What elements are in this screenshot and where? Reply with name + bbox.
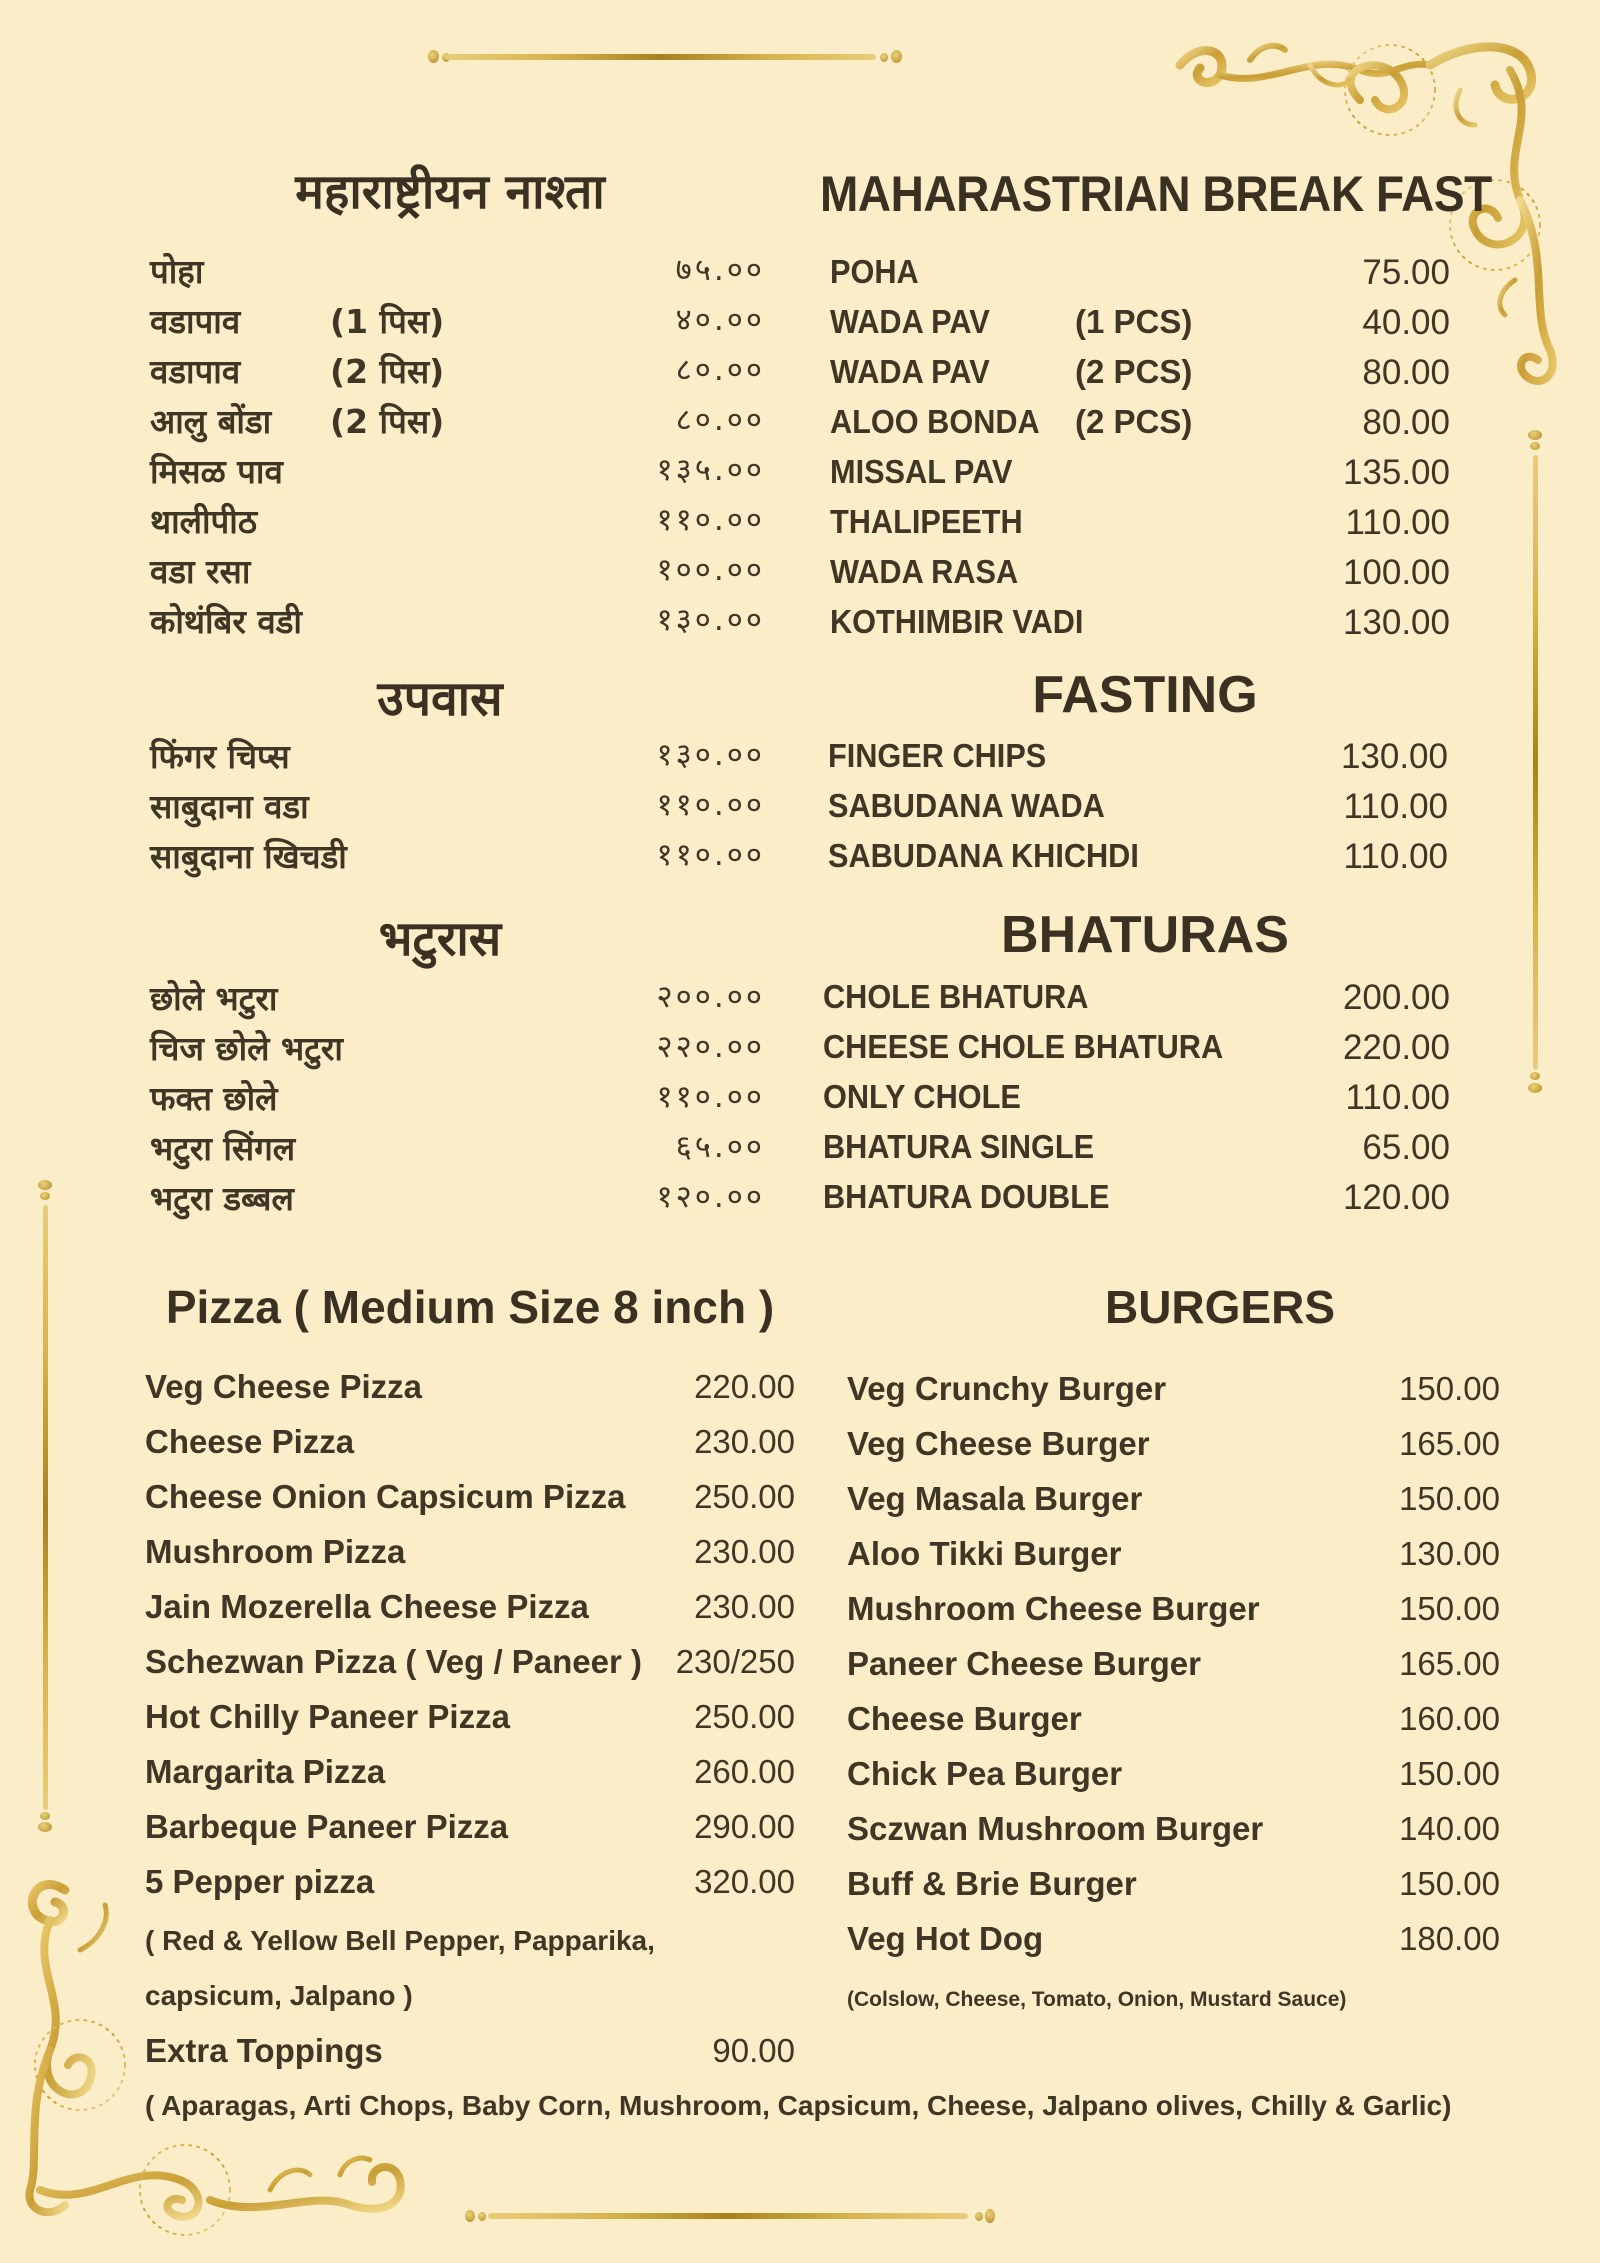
item-qty: (1 PCS) — [1075, 303, 1193, 340]
item-name: Chick Pea Burger — [847, 1755, 1123, 1792]
menu-item — [823, 1028, 1450, 1068]
item-price: १२०.०० — [656, 1179, 765, 1215]
menu-item — [847, 1425, 1500, 1465]
item-price: 230.00 — [694, 1423, 795, 1460]
item-name: पोहा — [150, 252, 204, 291]
item-price: 250.00 — [694, 1478, 795, 1515]
item-name: Veg Masala Burger — [847, 1480, 1143, 1517]
menu-item — [847, 1645, 1500, 1685]
item-name: BHATURA DOUBLE — [823, 1178, 1110, 1215]
menu-item — [145, 1808, 795, 1848]
item-price: 260.00 — [694, 1753, 795, 1790]
item-price: 110.00 — [1343, 837, 1448, 876]
divider-dot-icon — [38, 1180, 52, 1190]
divider-dot-icon — [1530, 442, 1540, 450]
item-name: आलु बोंडा — [150, 402, 272, 441]
item-name: ONLY CHOLE — [823, 1078, 1021, 1115]
item-price: 65.00 — [1362, 1128, 1450, 1167]
item-price: ११०.०० — [656, 787, 765, 823]
menu-item — [150, 733, 765, 776]
item-price: ८०.०० — [675, 352, 765, 388]
item-name: मिसळ पाव — [150, 452, 283, 491]
item-name: KOTHIMBIR VADI — [830, 603, 1084, 640]
item-qty: (2 PCS) — [1075, 403, 1193, 440]
item-name: Cheese Onion Capsicum Pizza — [145, 1478, 626, 1515]
item-price: २००.०० — [656, 979, 765, 1015]
item-qty: (2 पिस) — [330, 352, 445, 391]
item-price: 130.00 — [1340, 737, 1448, 776]
menu-item — [145, 1698, 795, 1738]
item-price: 130.00 — [1342, 603, 1450, 642]
item-name: Sczwan Mushroom Burger — [847, 1810, 1264, 1847]
item-qty: (1 पिस) — [330, 302, 445, 341]
menu-item — [830, 353, 1450, 393]
menu-item — [150, 833, 765, 876]
menu-item — [847, 1700, 1500, 1740]
divider-dot-icon — [465, 2210, 475, 2222]
divider-dot-icon — [428, 50, 439, 63]
menu-item — [145, 2032, 795, 2072]
menu-item — [150, 348, 765, 391]
menu-item — [830, 253, 1450, 293]
menu-item — [150, 448, 765, 491]
item-price: 220.00 — [694, 1368, 795, 1405]
item-name: कोथंबिर वडी — [150, 602, 302, 641]
divider-dot-icon — [880, 53, 888, 62]
menu-item — [847, 1755, 1500, 1795]
item-name: BHATURA SINGLE — [823, 1128, 1095, 1165]
menu-list — [150, 975, 765, 1225]
item-name: वडापाव — [150, 302, 241, 341]
menu-item — [823, 978, 1450, 1018]
menu-item — [145, 1478, 795, 1518]
item-name: Veg Cheese Pizza — [145, 1368, 422, 1405]
menu-list — [150, 248, 765, 648]
menu-list — [830, 253, 1450, 653]
item-price: 100.00 — [1342, 553, 1450, 592]
item-name: Jain Mozerella Cheese Pizza — [145, 1588, 589, 1625]
menu-item — [150, 248, 765, 291]
menu-item — [830, 603, 1450, 643]
item-price: ८०.०० — [675, 402, 765, 438]
divider-dot-icon — [38, 1822, 52, 1832]
menu-item — [150, 1075, 765, 1118]
item-name: Cheese Burger — [847, 1700, 1082, 1737]
menu-item — [145, 1863, 795, 1903]
item-name: छोले भटुरा — [150, 979, 278, 1018]
item-name: FINGER CHIPS — [828, 737, 1047, 774]
item-price: 150.00 — [1399, 1755, 1500, 1792]
item-name: Veg Cheese Burger — [847, 1425, 1150, 1462]
item-name: साबुदाना खिचडी — [150, 837, 347, 876]
item-name: थालीपीठ — [150, 502, 258, 541]
menu-item — [150, 1125, 765, 1168]
section-title: BURGERS — [1104, 1281, 1336, 1333]
divider-line — [1533, 455, 1538, 1070]
hotdog-note: (Colslow, Cheese, Tomato, Onion, Mustard Sauce) — [847, 1988, 1347, 2011]
menu-item — [145, 1533, 795, 1573]
menu-item — [150, 598, 765, 641]
menu-item — [145, 1368, 795, 1408]
item-name: Cheese Pizza — [145, 1423, 355, 1460]
item-price: 150.00 — [1399, 1590, 1500, 1627]
item-name: Mushroom Pizza — [145, 1533, 406, 1570]
extra-toppings-row — [145, 2032, 795, 2072]
menu-item — [150, 1025, 765, 1068]
divider-dot-icon — [478, 2212, 486, 2221]
item-price: 130.00 — [1399, 1535, 1500, 1572]
menu-item — [828, 737, 1448, 777]
divider-dot-icon — [891, 50, 902, 63]
section-title: उपवास — [377, 671, 503, 727]
item-name: WADA RASA — [830, 553, 1019, 590]
item-name: भटुरा डब्बल — [150, 1179, 294, 1218]
divider-line — [488, 2213, 968, 2219]
item-name: 5 Pepper pizza — [145, 1863, 375, 1900]
item-price: 180.00 — [1399, 1920, 1500, 1957]
item-price: 165.00 — [1399, 1645, 1500, 1682]
divider-dot-icon — [40, 1192, 50, 1200]
item-price: १००.०० — [656, 552, 765, 588]
item-name: POHA — [830, 253, 919, 290]
item-price: 150.00 — [1399, 1480, 1500, 1517]
menu-item — [150, 398, 765, 441]
menu-list — [847, 1370, 1500, 1990]
divider-line — [43, 1205, 48, 1810]
item-qty: (2 PCS) — [1075, 353, 1193, 390]
item-name: वडा रसा — [150, 552, 251, 591]
menu-item — [847, 1480, 1500, 1520]
item-price: 230/250 — [675, 1643, 795, 1680]
menu-item — [150, 783, 765, 826]
menu-item — [830, 303, 1450, 343]
item-name: Veg Hot Dog — [847, 1920, 1044, 1957]
menu-item — [847, 1370, 1500, 1410]
item-price: 230.00 — [694, 1588, 795, 1625]
item-price: ७५.०० — [675, 252, 765, 288]
item-name: Veg Crunchy Burger — [847, 1370, 1167, 1407]
menu-list — [150, 733, 765, 883]
menu-item — [823, 1178, 1450, 1218]
item-name: SABUDANA KHICHDI — [828, 837, 1139, 874]
item-price: 140.00 — [1399, 1810, 1500, 1847]
item-name: Buff & Brie Burger — [847, 1865, 1137, 1902]
section-title: महाराष्ट्रीयन नाश्ता — [295, 164, 605, 220]
menu-item — [828, 787, 1448, 827]
item-price: १३०.०० — [656, 737, 765, 773]
menu-item — [150, 975, 765, 1018]
menu-list — [145, 1368, 795, 1928]
item-price: 90.00 — [712, 2032, 795, 2069]
menu-item — [830, 453, 1450, 493]
divider-dot-icon — [40, 1812, 50, 1820]
menu-item — [847, 1590, 1500, 1630]
divider-dot-icon — [1528, 430, 1542, 440]
item-name: Hot Chilly Paneer Pizza — [145, 1698, 510, 1735]
menu-item — [145, 1423, 795, 1463]
item-name: Paneer Cheese Burger — [847, 1645, 1201, 1682]
menu-list — [823, 978, 1450, 1228]
menu-item — [145, 1753, 795, 1793]
menu-item — [150, 548, 765, 591]
item-price: 200.00 — [1342, 978, 1450, 1017]
item-qty: (2 पिस) — [330, 402, 445, 441]
menu-item — [145, 1588, 795, 1628]
menu-item — [823, 1128, 1450, 1168]
item-price: १३०.०० — [656, 602, 765, 638]
item-price: ६५.०० — [675, 1129, 765, 1165]
item-name: Mushroom Cheese Burger — [847, 1590, 1260, 1627]
pepper-pizza-note-line1: ( Red & Yellow Bell Pepper, Papparika, — [145, 1925, 655, 1956]
menu-item — [847, 1810, 1500, 1850]
item-name: फक्त छोले — [150, 1079, 278, 1118]
divider-dot-icon — [1530, 1072, 1540, 1080]
toppings-note: ( Aparagas, Arti Chops, Baby Corn, Mushroom, Capsicum, Cheese, Jalpano olives, Chilly & Garlic) — [145, 2090, 1452, 2121]
pepper-pizza-note-line2: capsicum, Jalpano ) — [145, 1980, 413, 2011]
item-price: 230.00 — [694, 1533, 795, 1570]
item-price: ११०.०० — [656, 837, 765, 873]
menu-list — [828, 737, 1448, 887]
section-title: भटुरास — [378, 911, 502, 967]
menu-item — [847, 1535, 1500, 1575]
item-price: 40.00 — [1362, 303, 1450, 342]
item-price: 150.00 — [1399, 1370, 1500, 1407]
item-name: Aloo Tikki Burger — [847, 1535, 1122, 1572]
item-price: 290.00 — [694, 1808, 795, 1845]
item-price: 80.00 — [1362, 403, 1450, 442]
item-price: ४०.०० — [675, 302, 765, 338]
item-name: Schezwan Pizza ( Veg / Paneer ) — [145, 1643, 643, 1680]
menu-item — [830, 503, 1450, 543]
menu-item — [847, 1920, 1500, 1960]
section-title: MAHARASTRIAN BREAK FAST — [820, 166, 1492, 222]
item-name: WADA PAV — [830, 303, 990, 340]
item-price: ११०.०० — [656, 502, 765, 538]
item-name: चिज छोले भटुरा — [150, 1029, 343, 1068]
item-price: 160.00 — [1399, 1700, 1500, 1737]
item-name: फिंगर चिप्स — [150, 737, 290, 776]
item-price: 80.00 — [1362, 353, 1450, 392]
item-price: 110.00 — [1343, 787, 1448, 826]
item-name: साबुदाना वडा — [150, 787, 309, 826]
divider-dot-icon — [975, 2212, 983, 2221]
item-price: 75.00 — [1362, 253, 1450, 292]
menu-item — [830, 553, 1450, 593]
menu-item — [830, 403, 1450, 443]
menu-item — [847, 1865, 1500, 1905]
item-price: २२०.०० — [656, 1029, 765, 1065]
menu-item — [150, 498, 765, 541]
item-name: ALOO BONDA — [830, 403, 1040, 440]
section-title: Pizza ( Medium Size 8 inch ) — [165, 1281, 775, 1333]
item-price: 150.00 — [1399, 1865, 1500, 1902]
item-name: WADA PAV — [830, 353, 990, 390]
item-price: 220.00 — [1342, 1028, 1450, 1067]
item-price: 110.00 — [1345, 1078, 1450, 1117]
item-name: Barbeque Paneer Pizza — [145, 1808, 509, 1845]
menu-item — [823, 1078, 1450, 1118]
menu-item — [828, 837, 1448, 877]
menu-item — [145, 1643, 795, 1683]
divider-dot-icon — [985, 2209, 995, 2223]
item-name: वडापाव — [150, 352, 241, 391]
item-name: Margarita Pizza — [145, 1753, 386, 1790]
item-name: MISSAL PAV — [830, 453, 1013, 490]
item-price: 320.00 — [694, 1863, 795, 1900]
divider-dot-icon — [1528, 1083, 1542, 1093]
item-price: 250.00 — [694, 1698, 795, 1735]
menu-item — [150, 298, 765, 341]
section-title: FASTING — [1032, 666, 1258, 724]
item-name: THALIPEETH — [830, 503, 1023, 540]
divider-line — [446, 54, 876, 60]
item-name: CHEESE CHOLE BHATURA — [823, 1028, 1224, 1065]
item-price: 120.00 — [1342, 1178, 1450, 1217]
item-price: 110.00 — [1345, 503, 1450, 542]
item-price: १३५.०० — [656, 452, 765, 488]
item-name: Extra Toppings — [145, 2032, 383, 2069]
menu-item — [150, 1175, 765, 1218]
item-name: SABUDANA WADA — [828, 787, 1105, 824]
item-price: ११०.०० — [656, 1079, 765, 1115]
item-price: 135.00 — [1342, 453, 1450, 492]
section-title: BHATURAS — [1001, 906, 1289, 964]
item-name: CHOLE BHATURA — [823, 978, 1089, 1015]
item-name: भटुरा सिंगल — [150, 1129, 296, 1168]
item-price: 165.00 — [1399, 1425, 1500, 1462]
